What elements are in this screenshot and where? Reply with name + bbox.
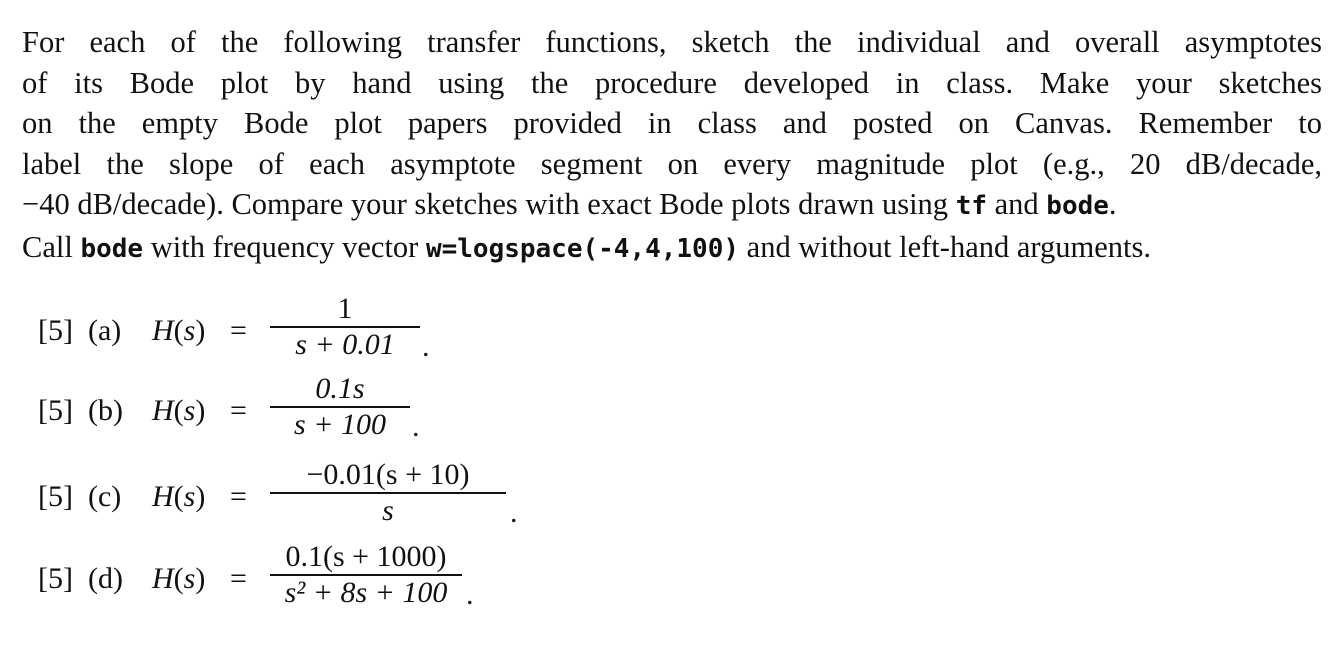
problem-prefix: [38, 394, 123, 428]
transfer-function-lhs: H(s): [152, 314, 206, 347]
transfer-function-lhs: H(s): [152, 480, 206, 513]
problem-statement: [22, 22, 1322, 269]
points: [5]: [38, 480, 73, 513]
intro-line-6: Call bode with frequency vector w=logspace(-4,4,100) and without left-hand arguments.: [22, 229, 1151, 264]
fraction: [270, 540, 474, 611]
denominator: s + 0.01: [295, 327, 395, 361]
transfer-function-lhs: H(s): [152, 562, 206, 595]
intro-line-2: of its Bode plot by hand using the procedure developed in class. Make your sketches: [22, 65, 1322, 100]
fraction: [270, 458, 518, 529]
part-label: (c): [87, 480, 122, 513]
points: [5]: [38, 562, 73, 595]
code-bode: bode: [80, 233, 144, 264]
numerator: 0.1(s + 1000): [285, 540, 447, 573]
equals-sign: =: [230, 562, 247, 595]
problem-prefix: [38, 314, 121, 348]
intro-line-5: −40 dB/decade). Compare your sketches with exact Bode plots drawn using tf and bode.: [22, 187, 1117, 221]
numerator: 0.1s: [315, 372, 365, 405]
intro-line-3: on the empty Bode plot papers provided in class and posted on Canvas. Remember to: [22, 106, 1322, 140]
part-label: (b): [87, 394, 123, 427]
denominator: s² + 8s + 100: [284, 575, 448, 609]
part-label: (d): [87, 562, 123, 595]
intro-line-1: For each of the following transfer functions, sketch the individual and overall asymptotes: [22, 25, 1322, 59]
denominator: s + 100: [294, 407, 386, 441]
numerator: 1: [337, 292, 353, 325]
code-logspace: w=logspace(-4,4,100): [425, 233, 740, 264]
fraction: [270, 292, 430, 363]
equals-sign: =: [230, 394, 247, 427]
equals-sign: =: [230, 314, 247, 347]
numerator: −0.01(s + 10): [306, 458, 470, 491]
code-bode: bode: [1046, 191, 1109, 221]
period: .: [422, 330, 430, 363]
code-tf: tf: [955, 191, 987, 221]
problem-prefix: [38, 562, 123, 596]
transfer-function-lhs: H(s): [152, 394, 206, 427]
points: [5]: [38, 314, 73, 347]
period: .: [510, 496, 518, 529]
fraction: [270, 372, 420, 443]
points: [5]: [38, 394, 73, 427]
part-label: (a): [87, 314, 122, 347]
period: .: [466, 578, 474, 611]
period: .: [412, 410, 420, 443]
problem-prefix: [38, 480, 121, 514]
equals-sign: =: [230, 480, 247, 513]
denominator: s: [382, 493, 394, 527]
intro-line-4: label the slope of each asymptote segment on every magnitude plot (e.g., 20 dB/decade,: [22, 146, 1322, 181]
